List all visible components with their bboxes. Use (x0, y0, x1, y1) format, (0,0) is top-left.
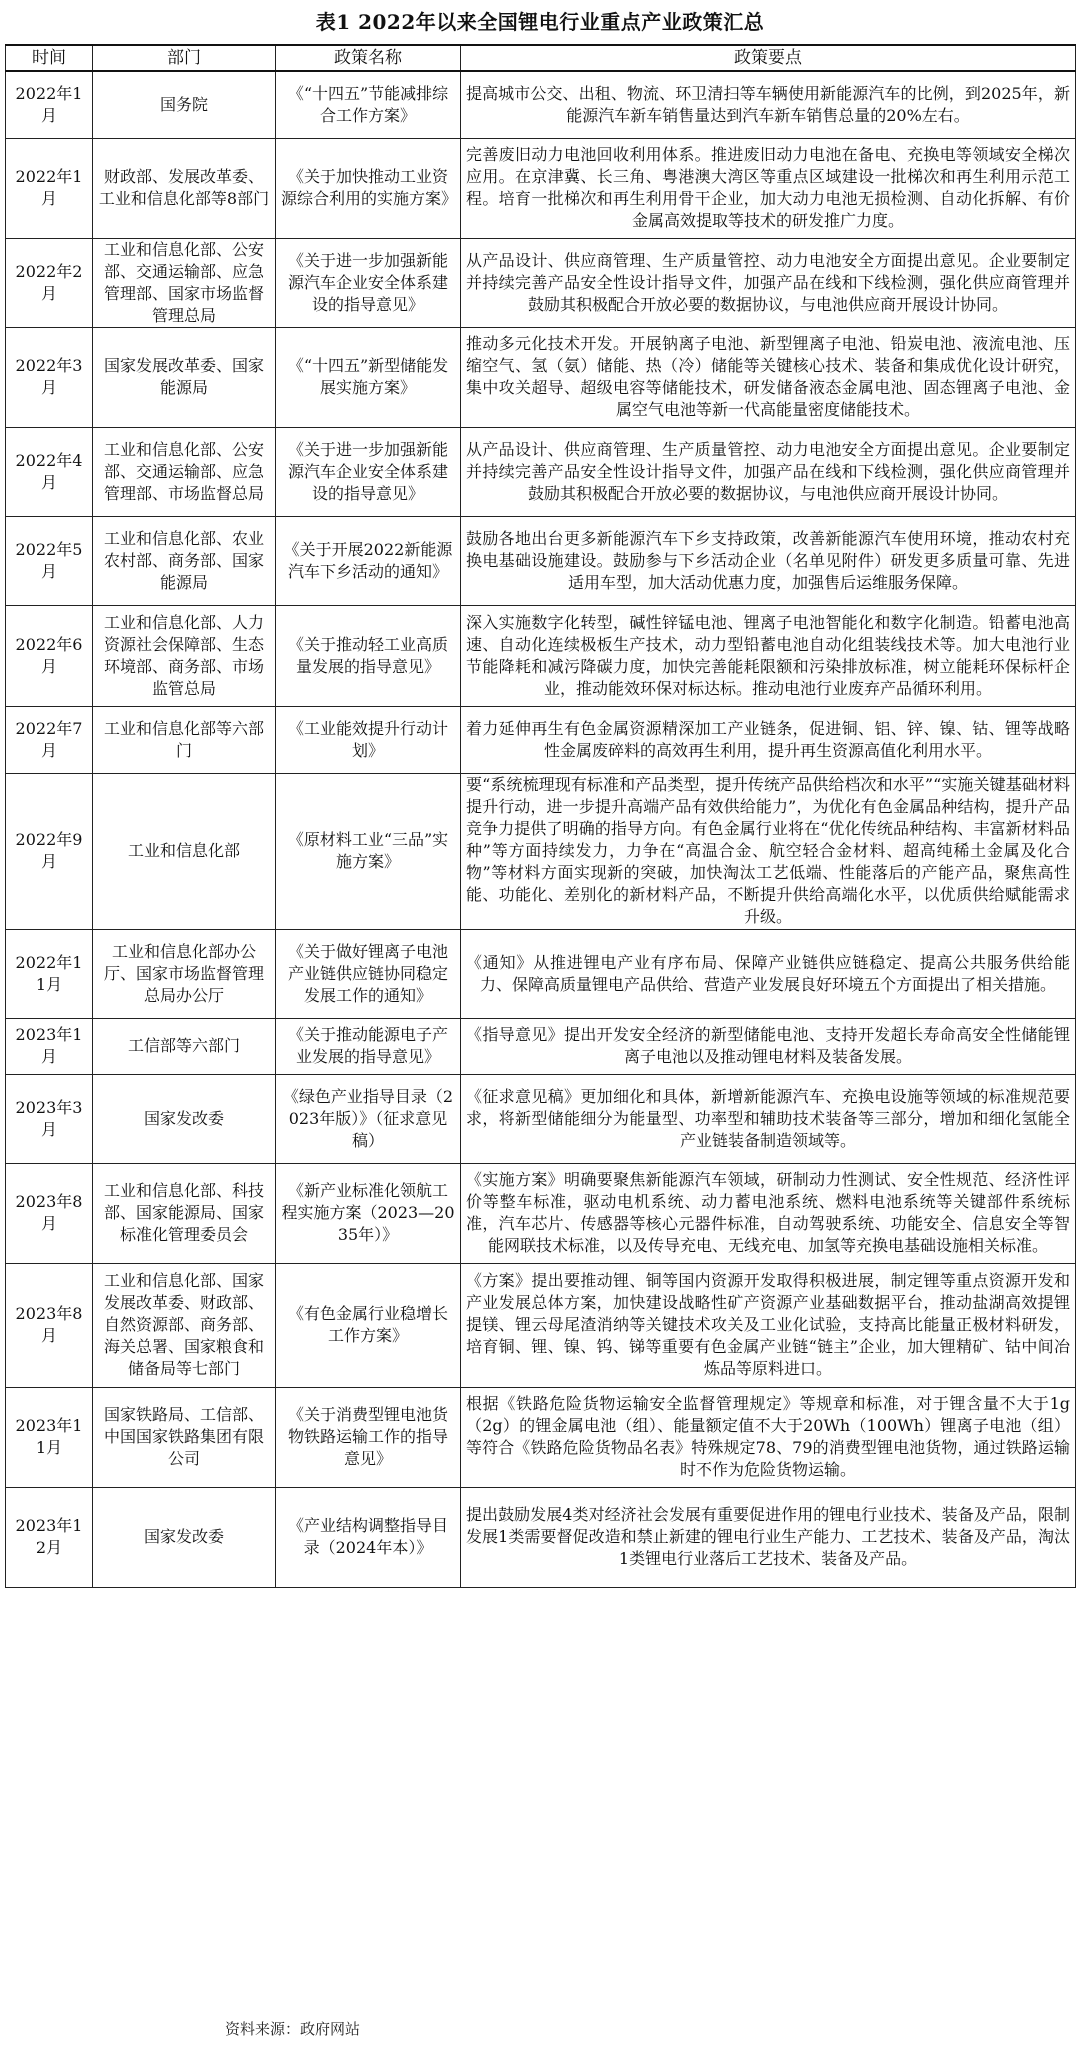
cell-department: 工业和信息化部办公厅、国家市场监督管理总局办公厅 (93, 929, 276, 1018)
cell-policy-name: 《工业能效提升行动计划》 (276, 706, 461, 773)
cell-policy-points: 《方案》提出要推动锂、铜等国内资源开发取得积极进展，制定锂等重点资源开发和产业发展总体方案，加快建设战略性矿产资源产业基础数据平台，推动盐湖高效提锂提镁、锂云母尾渣消纳等关键技术攻关及工业化试验，支持高比能量正极材料研发，培育铜、锂、镍、钨、锑等重要有色金属产业链“链主”企业，加大锂精矿、钴中间冶炼品等原料进口。 (461, 1263, 1076, 1387)
cell-time: 2023年1月 (6, 1018, 93, 1074)
cell-policy-name: 《有色金属行业稳增长工作方案》 (276, 1263, 461, 1387)
cell-policy-name: 《关于推动轻工业高质量发展的指导意见》 (276, 605, 461, 706)
cell-time: 2022年1月 (6, 138, 93, 238)
cell-time: 2022年9月 (6, 773, 93, 929)
table-title: 表1 2022年以来全国锂电行业重点产业政策汇总 (315, 10, 765, 34)
table-row (6, 327, 1076, 427)
cell-department: 国务院 (93, 71, 276, 138)
table-row (6, 1487, 1076, 1587)
cell-policy-points: 从产品设计、供应商管理、生产质量管控、动力电池安全方面提出意见。企业要制定并持续完善产品安全性设计指导文件，加强产品在线和下线检测，强化供应商管理并鼓励其积极配合开放必要的数据协议，与电池供应商开展设计协同。 (461, 427, 1076, 516)
cell-policy-points: 《实施方案》明确要聚焦新能源汽车领域，研制动力性测试、安全性规范、经济性评价等整车标准，驱动电机系统、动力蓄电池系统、燃料电池系统等关键部件系统标准，汽车芯片、传感器等核心元器件标准，自动驾驶系统、功能安全、信息安全等智能网联技术标准，以及传导充电、无线充电、加氢等充换电基础设施相关标准。 (461, 1163, 1076, 1263)
table-header-row (6, 45, 1076, 71)
cell-time: 2023年8月 (6, 1263, 93, 1387)
cell-policy-points: 《指导意见》提出开发安全经济的新型储能电池、支持开发超长寿命高安全性储能锂离子电池以及推动锂电材料及装备发展。 (461, 1018, 1076, 1074)
table-row (6, 71, 1076, 138)
cell-policy-name: 《关于消费型锂电池货物铁路运输工作的指导意见》 (276, 1387, 461, 1487)
cell-department: 工业和信息化部、国家发展改革委、财政部、自然资源部、商务部、海关总署、国家粮食和储备局等七部门 (93, 1263, 276, 1387)
cell-department: 工业和信息化部、科技部、国家能源局、国家标准化管理委员会 (93, 1163, 276, 1263)
cell-department: 工业和信息化部、公安部、交通运输部、应急管理部、国家市场监督管理总局 (93, 238, 276, 327)
cell-policy-name: 《关于推动能源电子产业发展的指导意见》 (276, 1018, 461, 1074)
cell-department: 国家铁路局、工信部、中国国家铁路集团有限公司 (93, 1387, 276, 1487)
cell-policy-name: 《关于进一步加强新能源汽车企业安全体系建设的指导意见》 (276, 238, 461, 327)
table-row (6, 773, 1076, 929)
cell-time: 2022年7月 (6, 706, 93, 773)
cell-policy-points: 要“系统梳理现有标准和产品类型，提升传统产品供给档次和水平”“实施关键基础材料提升行动，进一步提升高端产品有效供给能力”，为优化有色金属品种结构，提升产品竞争力提供了明确的指导方向。有色金属行业将在“优化传统品种结构、丰富新材料品种”等方面持续发力，力争在“高温合金、航空轻合金材料、超高纯稀土金属及化合物”等材料方面实现新的突破，加快淘汰工艺低端、性能落后的产能产品，聚焦高性能、功能化、差别化的新材料产品，不断提升供给高端化水平，以优质供给赋能需求升级。 (461, 773, 1076, 929)
cell-policy-points: 着力延伸再生有色金属资源精深加工产业链条，促进铜、铝、锌、镍、钴、锂等战略性金属废碎料的高效再生利用，提升再生资源高值化利用水平。 (461, 706, 1076, 773)
cell-department: 财政部、发展改革委、工业和信息化部等8部门 (93, 138, 276, 238)
cell-time: 2022年6月 (6, 605, 93, 706)
cell-department: 工业和信息化部 (93, 773, 276, 929)
cell-policy-name: 《绿色产业指导目录（2023年版）》（征求意见稿） (276, 1074, 461, 1163)
table-row (6, 238, 1076, 327)
cell-time: 2023年11月 (6, 1387, 93, 1487)
cell-policy-name: 《新产业标准化领航工程实施方案（2023—2035年）》 (276, 1163, 461, 1263)
cell-time: 2022年2月 (6, 238, 93, 327)
cell-department: 工信部等六部门 (93, 1018, 276, 1074)
cell-policy-name: 《原材料工业“三品”实施方案》 (276, 773, 461, 929)
cell-time: 2022年1月 (6, 71, 93, 138)
table-row (6, 706, 1076, 773)
cell-policy-points: 推动多元化技术开发。开展钠离子电池、新型锂离子电池、铅炭电池、液流电池、压缩空气、氢（氨）储能、热（冷）储能等关键核心技术、装备和集成优化设计研究，集中攻关超导、超级电容等储能技术，研发储备液态金属电池、固态锂离子电池、金属空气电池等新一代高能量密度储能技术。 (461, 327, 1076, 427)
table-row (6, 1163, 1076, 1263)
table-row (6, 427, 1076, 516)
cell-policy-points: 《征求意见稿》更加细化和具体，新增新能源汽车、充换电设施等领域的标准规范要求，将新型储能细分为能量型、功率型和辅助技术装备等三部分，增加和细化氢能全产业链装备制造领域等。 (461, 1074, 1076, 1163)
cell-policy-points: 根据《铁路危险货物运输安全监督管理规定》等规章和标准，对于锂含量不大于1g（2g）的锂金属电池（组）、能量额定值不大于20Wh（100Wh）锂离子电池（组）等符合《铁路危险货物品名表》特殊规定78、79的消费型锂电池货物，通过铁路运输时不作为危险货物运输。 (461, 1387, 1076, 1487)
header-name: 政策名称 (276, 45, 461, 71)
cell-policy-points: 深入实施数字化转型，碱性锌锰电池、锂离子电池智能化和数字化制造。铅蓄电池高速、自动化连续极板生产技术，动力型铅蓄电池自动化组装线技术等。加大电池行业节能降耗和减污降碳力度，加快完善能耗限额和污染排放标准，树立能耗环保标杆企业，推动能效环保对标达标。推动电池行业废弃产品循环利用。 (461, 605, 1076, 706)
cell-policy-name: 《关于做好锂离子电池产业链供应链协同稳定发展工作的通知》 (276, 929, 461, 1018)
cell-department: 国家发展改革委、国家能源局 (93, 327, 276, 427)
cell-department: 工业和信息化部、人力资源社会保障部、生态环境部、商务部、市场监管总局 (93, 605, 276, 706)
cell-time: 2022年11月 (6, 929, 93, 1018)
cell-time: 2023年3月 (6, 1074, 93, 1163)
table-row (6, 1387, 1076, 1487)
cell-policy-points: 提出鼓励发展4类对经济社会发展有重要促进作用的锂电行业技术、装备及产品，限制发展1类需要督促改造和禁止新建的锂电行业生产能力、工艺技术、装备及产品，淘汰1类锂电行业落后工艺技术、装备及产品。 (461, 1487, 1076, 1587)
source-note: 资料来源：政府网站 (225, 2020, 361, 2038)
header-dept: 部门 (93, 45, 276, 71)
cell-policy-name: 《“十四五”节能减排综合工作方案》 (276, 71, 461, 138)
policy-table (5, 44, 1076, 1588)
cell-policy-name: 《关于进一步加强新能源汽车企业安全体系建设的指导意见》 (276, 427, 461, 516)
cell-policy-points: 鼓励各地出台更多新能源汽车下乡支持政策，改善新能源汽车使用环境，推动农村充换电基础设施建设。鼓励参与下乡活动企业（名单见附件）研发更多质量可靠、先进适用车型，加大活动优惠力度，加强售后运维服务保障。 (461, 516, 1076, 605)
table-row (6, 516, 1076, 605)
cell-time: 2022年5月 (6, 516, 93, 605)
table-row (6, 1263, 1076, 1387)
cell-time: 2022年4月 (6, 427, 93, 516)
cell-policy-points: 完善废旧动力电池回收利用体系。推进废旧动力电池在备电、充换电等领域安全梯次应用。在京津冀、长三角、粤港澳大湾区等重点区域建设一批梯次和再生利用示范工程。培育一批梯次和再生利用骨干企业，加大动力电池无损检测、自动化拆解、有价金属高效提取等技术的研发推广力度。 (461, 138, 1076, 238)
cell-policy-name: 《“十四五”新型储能发展实施方案》 (276, 327, 461, 427)
header-time: 时间 (6, 45, 93, 71)
cell-department: 工业和信息化部、公安部、交通运输部、应急管理部、市场监督总局 (93, 427, 276, 516)
cell-policy-name: 《产业结构调整指导目录（2024年本）》 (276, 1487, 461, 1587)
cell-policy-name: 《关于加快推动工业资源综合利用的实施方案》 (276, 138, 461, 238)
cell-policy-points: 从产品设计、供应商管理、生产质量管控、动力电池安全方面提出意见。企业要制定并持续完善产品安全性设计指导文件，加强产品在线和下线检测，强化供应商管理并鼓励其积极配合开放必要的数据协议，与电池供应商开展设计协同。 (461, 238, 1076, 327)
table-row (6, 1074, 1076, 1163)
cell-time: 2022年3月 (6, 327, 93, 427)
cell-department: 国家发改委 (93, 1487, 276, 1587)
cell-department: 工业和信息化部等六部门 (93, 706, 276, 773)
cell-policy-name: 《关于开展2022新能源汽车下乡活动的通知》 (276, 516, 461, 605)
header-points: 政策要点 (461, 45, 1076, 71)
table-row (6, 138, 1076, 238)
cell-time: 2023年8月 (6, 1163, 93, 1263)
table-row (6, 929, 1076, 1018)
cell-policy-points: 提高城市公交、出租、物流、环卫清扫等车辆使用新能源汽车的比例，到2025年，新能源汽车新车销售量达到汽车新车销售总量的20%左右。 (461, 71, 1076, 138)
cell-department: 国家发改委 (93, 1074, 276, 1163)
cell-department: 工业和信息化部、农业农村部、商务部、国家能源局 (93, 516, 276, 605)
cell-time: 2023年12月 (6, 1487, 93, 1587)
table-row (6, 605, 1076, 706)
table-row (6, 1018, 1076, 1074)
cell-policy-points: 《通知》从推进锂电产业有序布局、保障产业链供应链稳定、提高公共服务供给能力、保障高质量锂电产品供给、营造产业发展良好环境五个方面提出了相关措施。 (461, 929, 1076, 1018)
